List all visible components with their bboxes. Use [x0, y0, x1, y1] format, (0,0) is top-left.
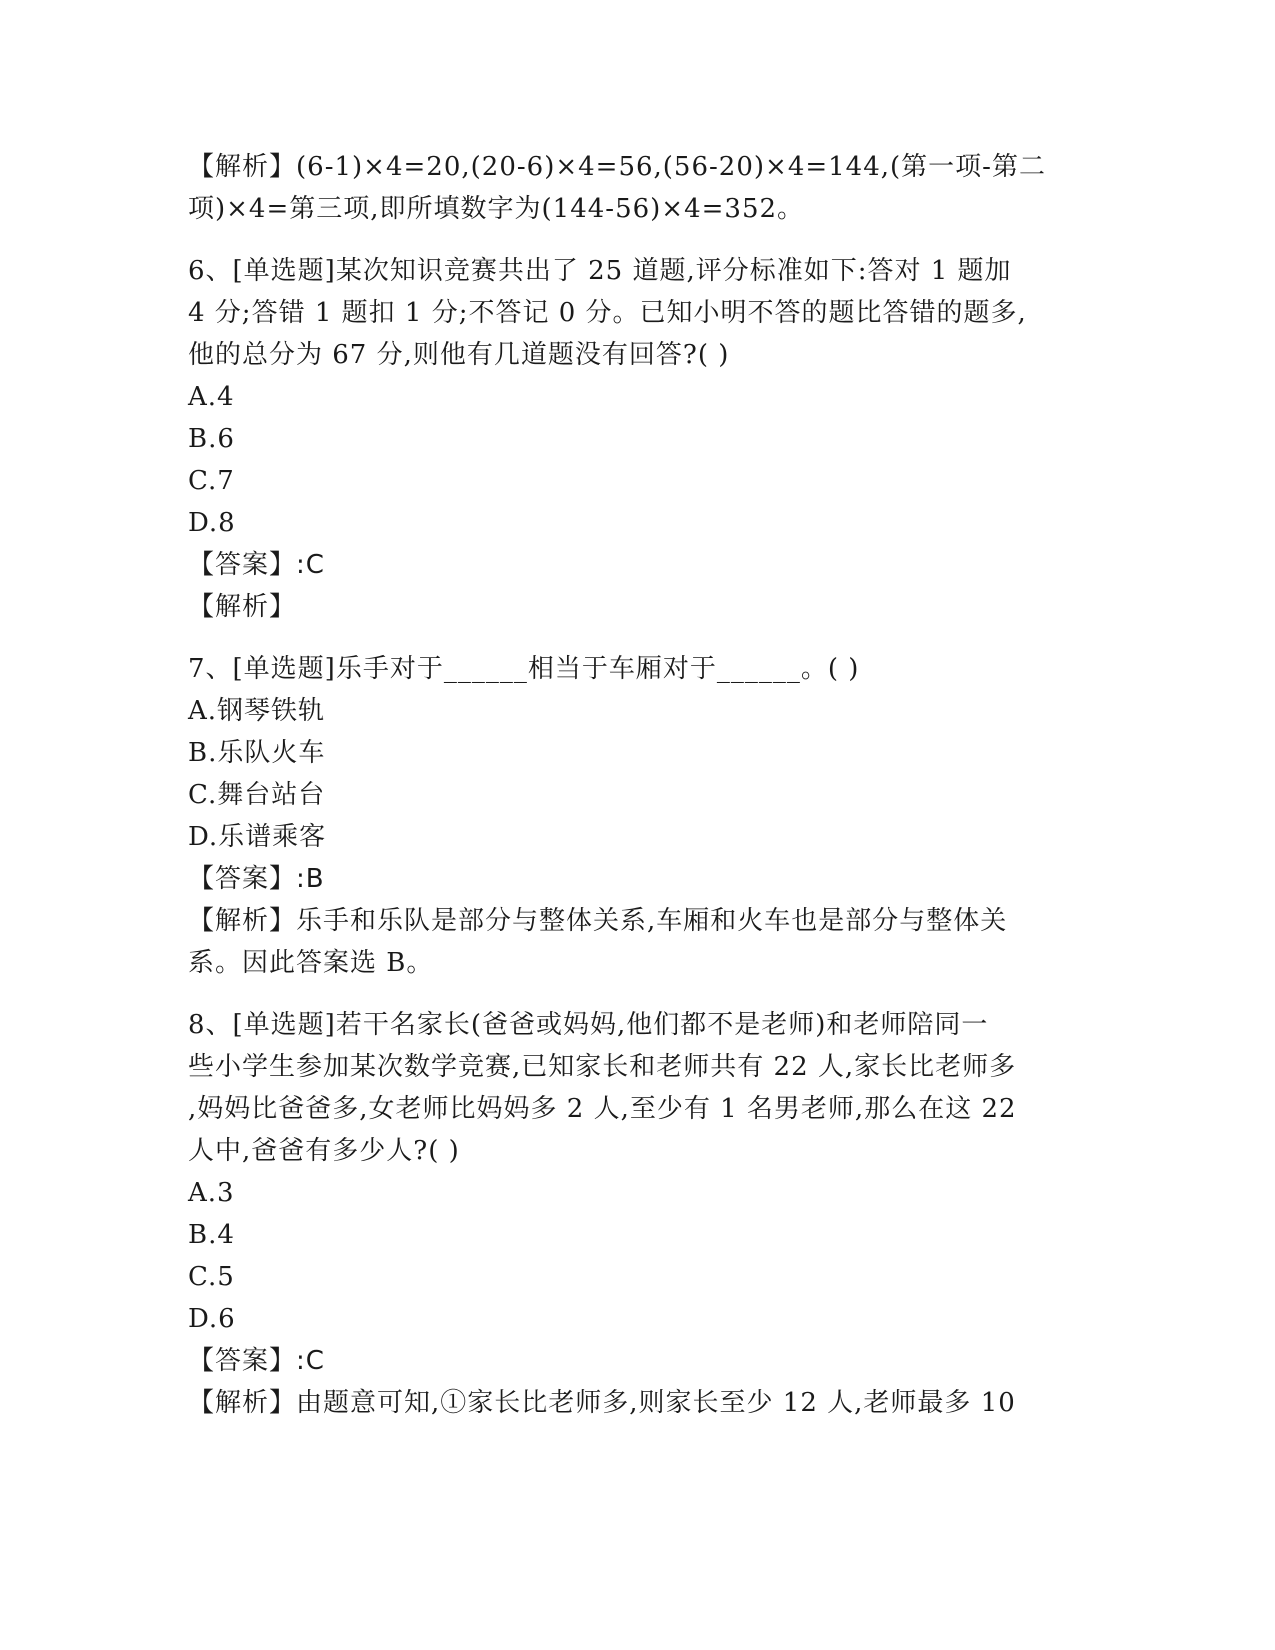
option-c: C.舞台站台: [188, 780, 326, 810]
option-b: B.6: [188, 424, 235, 454]
analysis-line-1: [188, 1382, 1088, 1424]
question-6: [188, 250, 1088, 628]
question-stem-line: 他的总分为 67 分,则他有几道题没有回答?( ): [188, 340, 730, 370]
question-stem-line: 6、[单选题]某次知识竞赛共出了 25 道题,评分标准如下:答对 1 题加: [188, 256, 1012, 286]
analysis-line: 【解析】: [188, 592, 297, 622]
option-d: D.乐谱乘客: [188, 822, 327, 852]
analysis-line-1: [188, 900, 1088, 942]
answer-line: 【答案】:C: [188, 1346, 325, 1376]
option-a: A.4: [188, 382, 235, 412]
prev-analysis-line-1: [188, 146, 1088, 188]
analysis-tag: 【解析】: [188, 906, 297, 936]
option-c: C.5: [188, 1262, 235, 1292]
option-b: B.4: [188, 1220, 235, 1250]
option-c: C.7: [188, 466, 235, 496]
analysis-text: 由题意可知,①家长比老师多,则家长至少 12 人,老师最多 10: [296, 1388, 1016, 1418]
question-stem-line: 些小学生参加某次数学竞赛,已知家长和老师共有 22 人,家长比老师多: [188, 1052, 1017, 1082]
analysis-text: (6-1)×4=20,(20-6)×4=56,(56-20)×4=144,(第一项-第二: [296, 152, 1046, 182]
analysis-tag: 【解析】: [188, 152, 297, 182]
answer-line: 【答案】:C: [188, 550, 325, 580]
option-d: D.8: [188, 508, 236, 538]
option-d: D.6: [188, 1304, 236, 1334]
option-b: B.乐队火车: [188, 738, 326, 768]
question-7: [188, 648, 1088, 984]
analysis-text: 乐手和乐队是部分与整体关系,车厢和火车也是部分与整体关: [296, 906, 1008, 936]
analysis-tag: 【解析】: [188, 1388, 297, 1418]
answer-line: 【答案】:B: [188, 864, 325, 894]
question-stem-line: 8、[单选题]若干名家长(爸爸或妈妈,他们都不是老师)和老师陪同一: [188, 1010, 989, 1040]
prev-analysis-line-2: 项)×4=第三项,即所填数字为(144-56)×4=352。: [188, 194, 805, 224]
option-a: A.钢琴铁轨: [188, 696, 326, 726]
question-stem-line: 4 分;答错 1 题扣 1 分;不答记 0 分。已知小明不答的题比答错的题多,: [188, 298, 1027, 328]
document-page: [188, 146, 1088, 1424]
question-stem-line: 人中,爸爸有多少人?( ): [188, 1136, 460, 1166]
analysis-line-2: 系。因此答案选 B。: [188, 948, 434, 978]
question-8: [188, 1004, 1088, 1424]
option-a: A.3: [188, 1178, 235, 1208]
question-stem-line: ,妈妈比爸爸多,女老师比妈妈多 2 人,至少有 1 名男老师,那么在这 22: [188, 1094, 1017, 1124]
question-stem-line: 7、[单选题]乐手对于______相当于车厢对于______。( ): [188, 654, 860, 684]
